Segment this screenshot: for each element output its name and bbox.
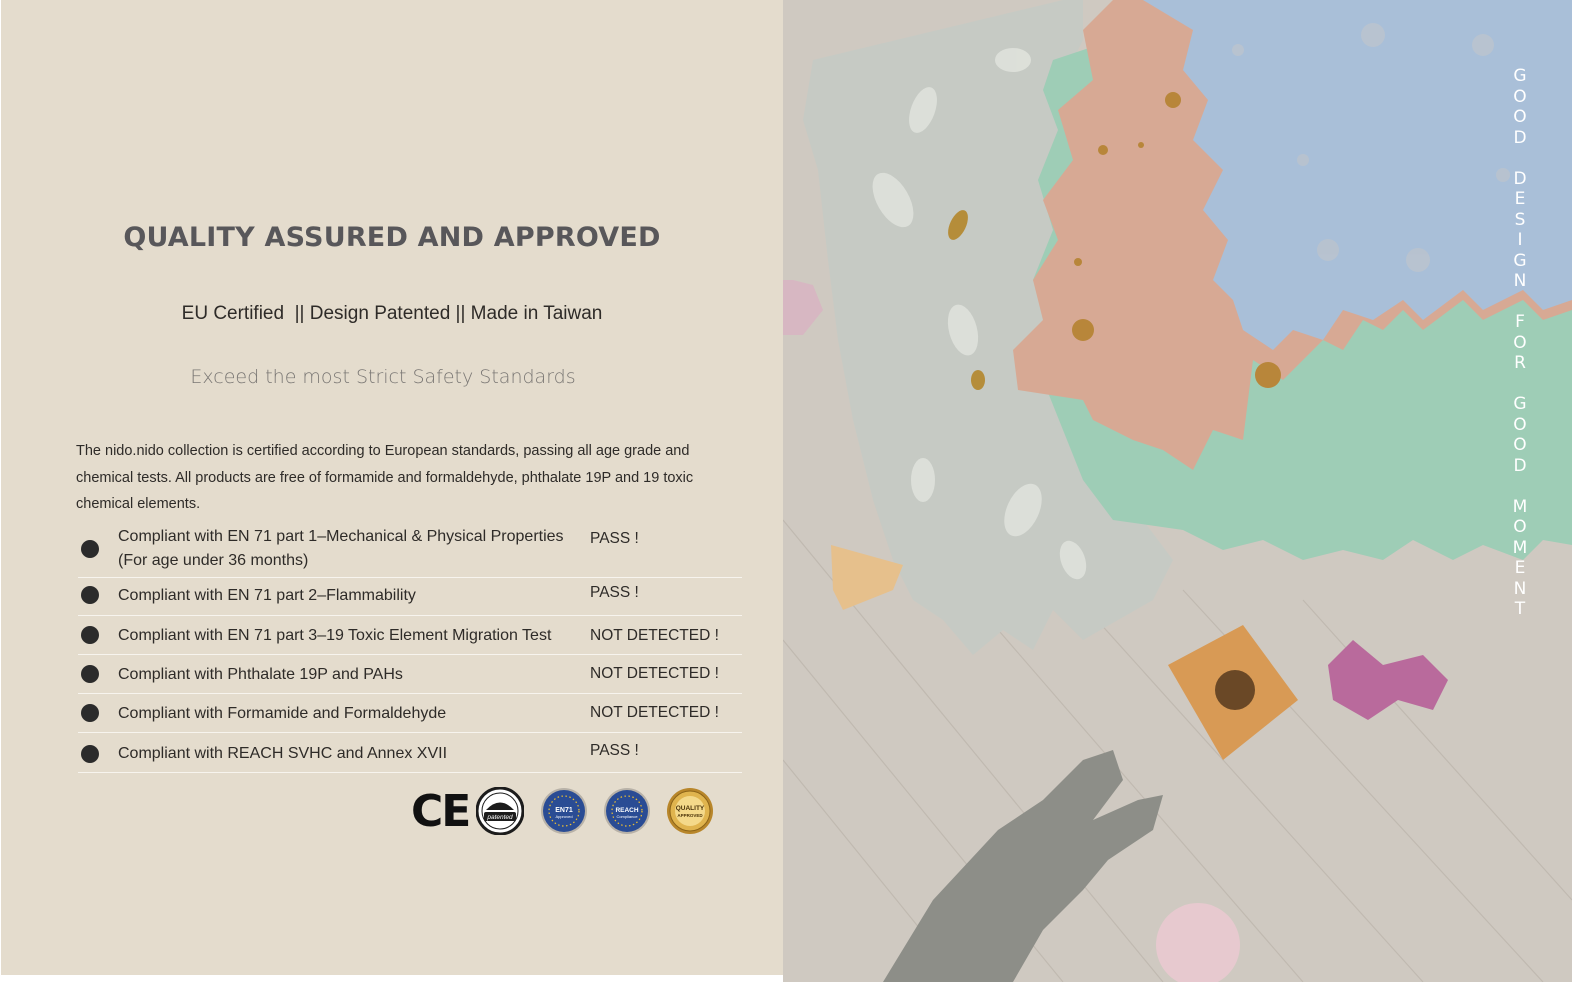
result-text: PASS ! [590, 530, 639, 547]
tagline-letter: E [1514, 189, 1526, 209]
bullet-icon [81, 704, 99, 722]
tagline-letter: O [1513, 414, 1527, 435]
en71-badge-sub: Approved [555, 814, 573, 819]
tagline-letter: D [1513, 455, 1527, 476]
tagline-letter: I [1517, 230, 1523, 250]
quality-badge-sub: APPROVED [677, 813, 703, 818]
tagline-letter: D [1513, 168, 1527, 189]
result-text: NOT DETECTED ! [590, 665, 719, 682]
tagline-letter: G [1513, 66, 1527, 86]
quality-badge-title: QUALITY [675, 805, 705, 812]
requirement-text [118, 525, 564, 573]
requirement-title: Compliant with EN 71 part 1–Mechanical & Physical Properties [118, 528, 564, 545]
vertical-tagline [1510, 66, 1530, 620]
tagline-letter: O [1513, 332, 1527, 353]
result-text: PASS ! [590, 742, 639, 759]
reach-badge-sub: Compliance [616, 814, 638, 819]
en71-badge-title: EN71 [555, 807, 573, 814]
bullet-icon [81, 626, 99, 644]
tagline-letter: G [1513, 394, 1527, 414]
bullet-icon [81, 586, 99, 604]
tagline-letter: R [1514, 353, 1526, 373]
tagline-letter: T [1514, 599, 1526, 619]
compliance-row [78, 615, 742, 655]
tagline-letter: F [1515, 312, 1525, 332]
tagline-letter: M [1512, 537, 1528, 558]
compliance-row [78, 654, 742, 694]
tagline-letter: O [1513, 86, 1527, 107]
tagline-letter: G [1513, 250, 1527, 271]
result-text: PASS ! [590, 584, 639, 601]
tagline-letter: O [1513, 435, 1527, 455]
tagline-letter: S [1514, 209, 1526, 230]
result-text: NOT DETECTED ! [590, 704, 719, 721]
tagline-letter: N [1513, 271, 1527, 291]
compliance-row [78, 522, 742, 578]
certifications-line: EU Certified || Design Patented || Made in Taiwan [181, 303, 603, 324]
requirement-text: Compliant with Phthalate 19P and PAHs [118, 666, 403, 683]
patented-badge-text: patented [487, 814, 513, 821]
tagline-letter: N [1513, 578, 1527, 599]
tagline-letter: O [1513, 517, 1527, 537]
page-title: QUALITY ASSURED AND APPROVED [123, 222, 661, 253]
tagline-letter: O [1513, 107, 1527, 127]
intro-paragraph: The nido.nido collection is certified according to European standards, passing all age grade and chemical tests. All products are free of formamide and formaldehyde, phthalate 19P and 19 toxic chemical elements. [76, 443, 694, 512]
en71-badge-icon [540, 787, 588, 835]
product-photo [783, 0, 1572, 982]
ce-mark-logo: CE [411, 786, 470, 837]
tagline-letter [1510, 148, 1530, 169]
reach-badge-icon [603, 787, 651, 835]
requirement-text: Compliant with REACH SVHC and Annex XVII [118, 745, 448, 762]
compliance-row [78, 577, 742, 616]
requirement-note: (For age under 36 months) [118, 552, 309, 569]
tagline-letter: M [1512, 496, 1528, 517]
tagline-letter [1510, 476, 1530, 497]
play-mat-illustration [783, 0, 1572, 982]
tagline-letter: D [1513, 127, 1527, 148]
tagline-letter [1510, 374, 1530, 395]
bullet-icon [81, 745, 99, 763]
tagline-letter [1510, 292, 1530, 313]
requirement-text: Compliant with EN 71 part 2–Flammability [118, 587, 416, 604]
info-panel [1, 0, 783, 975]
patented-badge-icon [476, 787, 524, 835]
requirement-text: Compliant with EN 71 part 3–19 Toxic Element Migration Test [118, 627, 552, 644]
subtitle: Exceed the most Strict Safety Standards [190, 366, 576, 388]
quality-approved-badge-icon [666, 787, 714, 835]
compliance-row [78, 732, 742, 773]
compliance-row [78, 693, 742, 733]
reach-badge-title: REACH [615, 807, 639, 814]
result-text: NOT DETECTED ! [590, 627, 719, 644]
requirement-text: Compliant with Formamide and Formaldehyde [118, 705, 447, 722]
bullet-icon [81, 665, 99, 683]
tagline-letter: E [1514, 558, 1526, 578]
bullet-icon [81, 540, 99, 558]
